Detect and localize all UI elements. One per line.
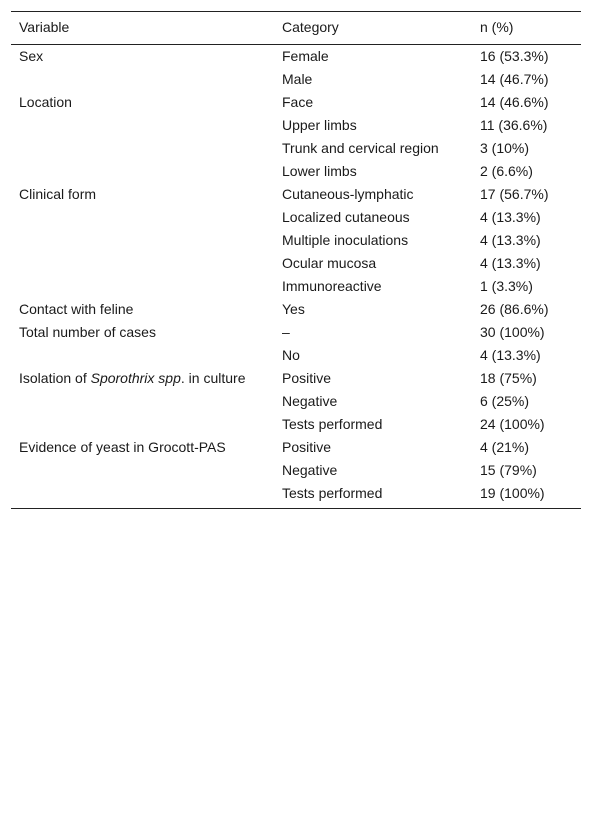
cell-variable	[11, 160, 274, 183]
cell-category: Positive	[282, 370, 332, 386]
cell-category: Negative	[282, 393, 338, 409]
cell-variable: Evidence of yeast in Grocott-PAS	[19, 439, 226, 455]
cell-variable	[11, 206, 274, 229]
results-table	[11, 11, 581, 509]
table-row	[11, 413, 581, 436]
cell-variable	[11, 275, 274, 298]
cell-n: 4 (13.3%)	[480, 209, 541, 225]
cell-n: 4 (13.3%)	[480, 232, 541, 248]
table-row	[11, 183, 581, 206]
cell-variable	[11, 482, 274, 509]
table-row	[11, 91, 581, 114]
cell-category: Ocular mucosa	[282, 255, 377, 271]
header-n-percent: n (%)	[472, 12, 581, 45]
cell-n: 14 (46.6%)	[480, 94, 549, 110]
cell-category: Immunoreactive	[282, 278, 382, 294]
table-row	[11, 137, 581, 160]
table-row	[11, 298, 581, 321]
cell-category: Lower limbs	[282, 163, 357, 179]
cell-n: 4 (21%)	[480, 439, 530, 455]
table-row	[11, 275, 581, 298]
cell-variable	[11, 114, 274, 137]
cell-category: Male	[282, 71, 313, 87]
cell-variable: Location	[19, 94, 72, 110]
table-row	[11, 390, 581, 413]
cell-category: Upper limbs	[282, 117, 357, 133]
cell-category: Yes	[282, 301, 305, 317]
cell-variable	[11, 344, 274, 367]
cell-category: Tests performed	[282, 416, 383, 432]
cell-variable	[11, 137, 274, 160]
cell-n: 11 (36.6%)	[480, 117, 548, 133]
table-row	[11, 45, 581, 69]
cell-n: 6 (25%)	[480, 393, 530, 409]
cell-variable-suffix: . in culture	[180, 370, 246, 386]
cell-category: Positive	[282, 439, 332, 455]
cell-n: 18 (75%)	[480, 370, 537, 386]
cell-n: 30 (100%)	[480, 324, 545, 340]
table-row	[11, 206, 581, 229]
table-row	[11, 321, 581, 344]
cell-n: 14 (46.7%)	[480, 71, 549, 87]
cell-variable	[11, 413, 274, 436]
cell-n: 19 (100%)	[472, 482, 581, 509]
cell-category: Face	[282, 94, 314, 110]
table-row	[11, 252, 581, 275]
cell-n: 1 (3.3%)	[480, 278, 533, 294]
cell-category: Localized cutaneous	[282, 209, 410, 225]
table-row	[11, 436, 581, 459]
cell-variable	[11, 367, 274, 390]
cell-n: 2 (6.6%)	[480, 163, 533, 179]
cell-variable: Total number of cases	[19, 324, 156, 340]
cell-category: Cutaneous-lymphatic	[282, 186, 414, 202]
cell-variable	[11, 459, 274, 482]
cell-n: 4 (13.3%)	[480, 255, 541, 271]
cell-category: –	[282, 324, 290, 340]
cell-variable-italic: Sporothrix spp	[90, 370, 181, 386]
table-row	[11, 68, 581, 91]
table-row	[11, 229, 581, 252]
cell-category: Multiple inoculations	[282, 232, 409, 248]
header-category: Category	[274, 12, 472, 45]
table-row	[11, 160, 581, 183]
cell-variable	[11, 229, 274, 252]
table-row	[11, 459, 581, 482]
table-row	[11, 114, 581, 137]
cell-n: 17 (56.7%)	[480, 186, 549, 202]
cell-variable	[11, 390, 274, 413]
cell-n: 4 (13.3%)	[480, 347, 541, 363]
header-variable: Variable	[11, 12, 274, 45]
cell-n: 3 (10%)	[480, 140, 530, 156]
header-row	[11, 12, 581, 45]
cell-n: 24 (100%)	[480, 416, 545, 432]
table-row	[11, 344, 581, 367]
cell-n: 16 (53.3%)	[480, 48, 549, 64]
cell-category: Tests performed	[274, 482, 472, 509]
cell-n: 15 (79%)	[480, 462, 537, 478]
cell-variable	[11, 68, 274, 91]
cell-variable: Contact with feline	[19, 301, 134, 317]
table-row	[11, 482, 581, 509]
cell-variable: Clinical form	[19, 186, 97, 202]
table-row	[11, 367, 581, 390]
cell-n: 26 (86.6%)	[480, 301, 549, 317]
cell-category: No	[282, 347, 300, 363]
cell-category: Female	[282, 48, 329, 64]
cell-variable	[11, 252, 274, 275]
cell-variable-prefix: Isolation of	[19, 370, 91, 386]
cell-variable: Sex	[19, 48, 44, 64]
cell-category: Negative	[282, 462, 338, 478]
cell-category: Trunk and cervical region	[282, 140, 439, 156]
